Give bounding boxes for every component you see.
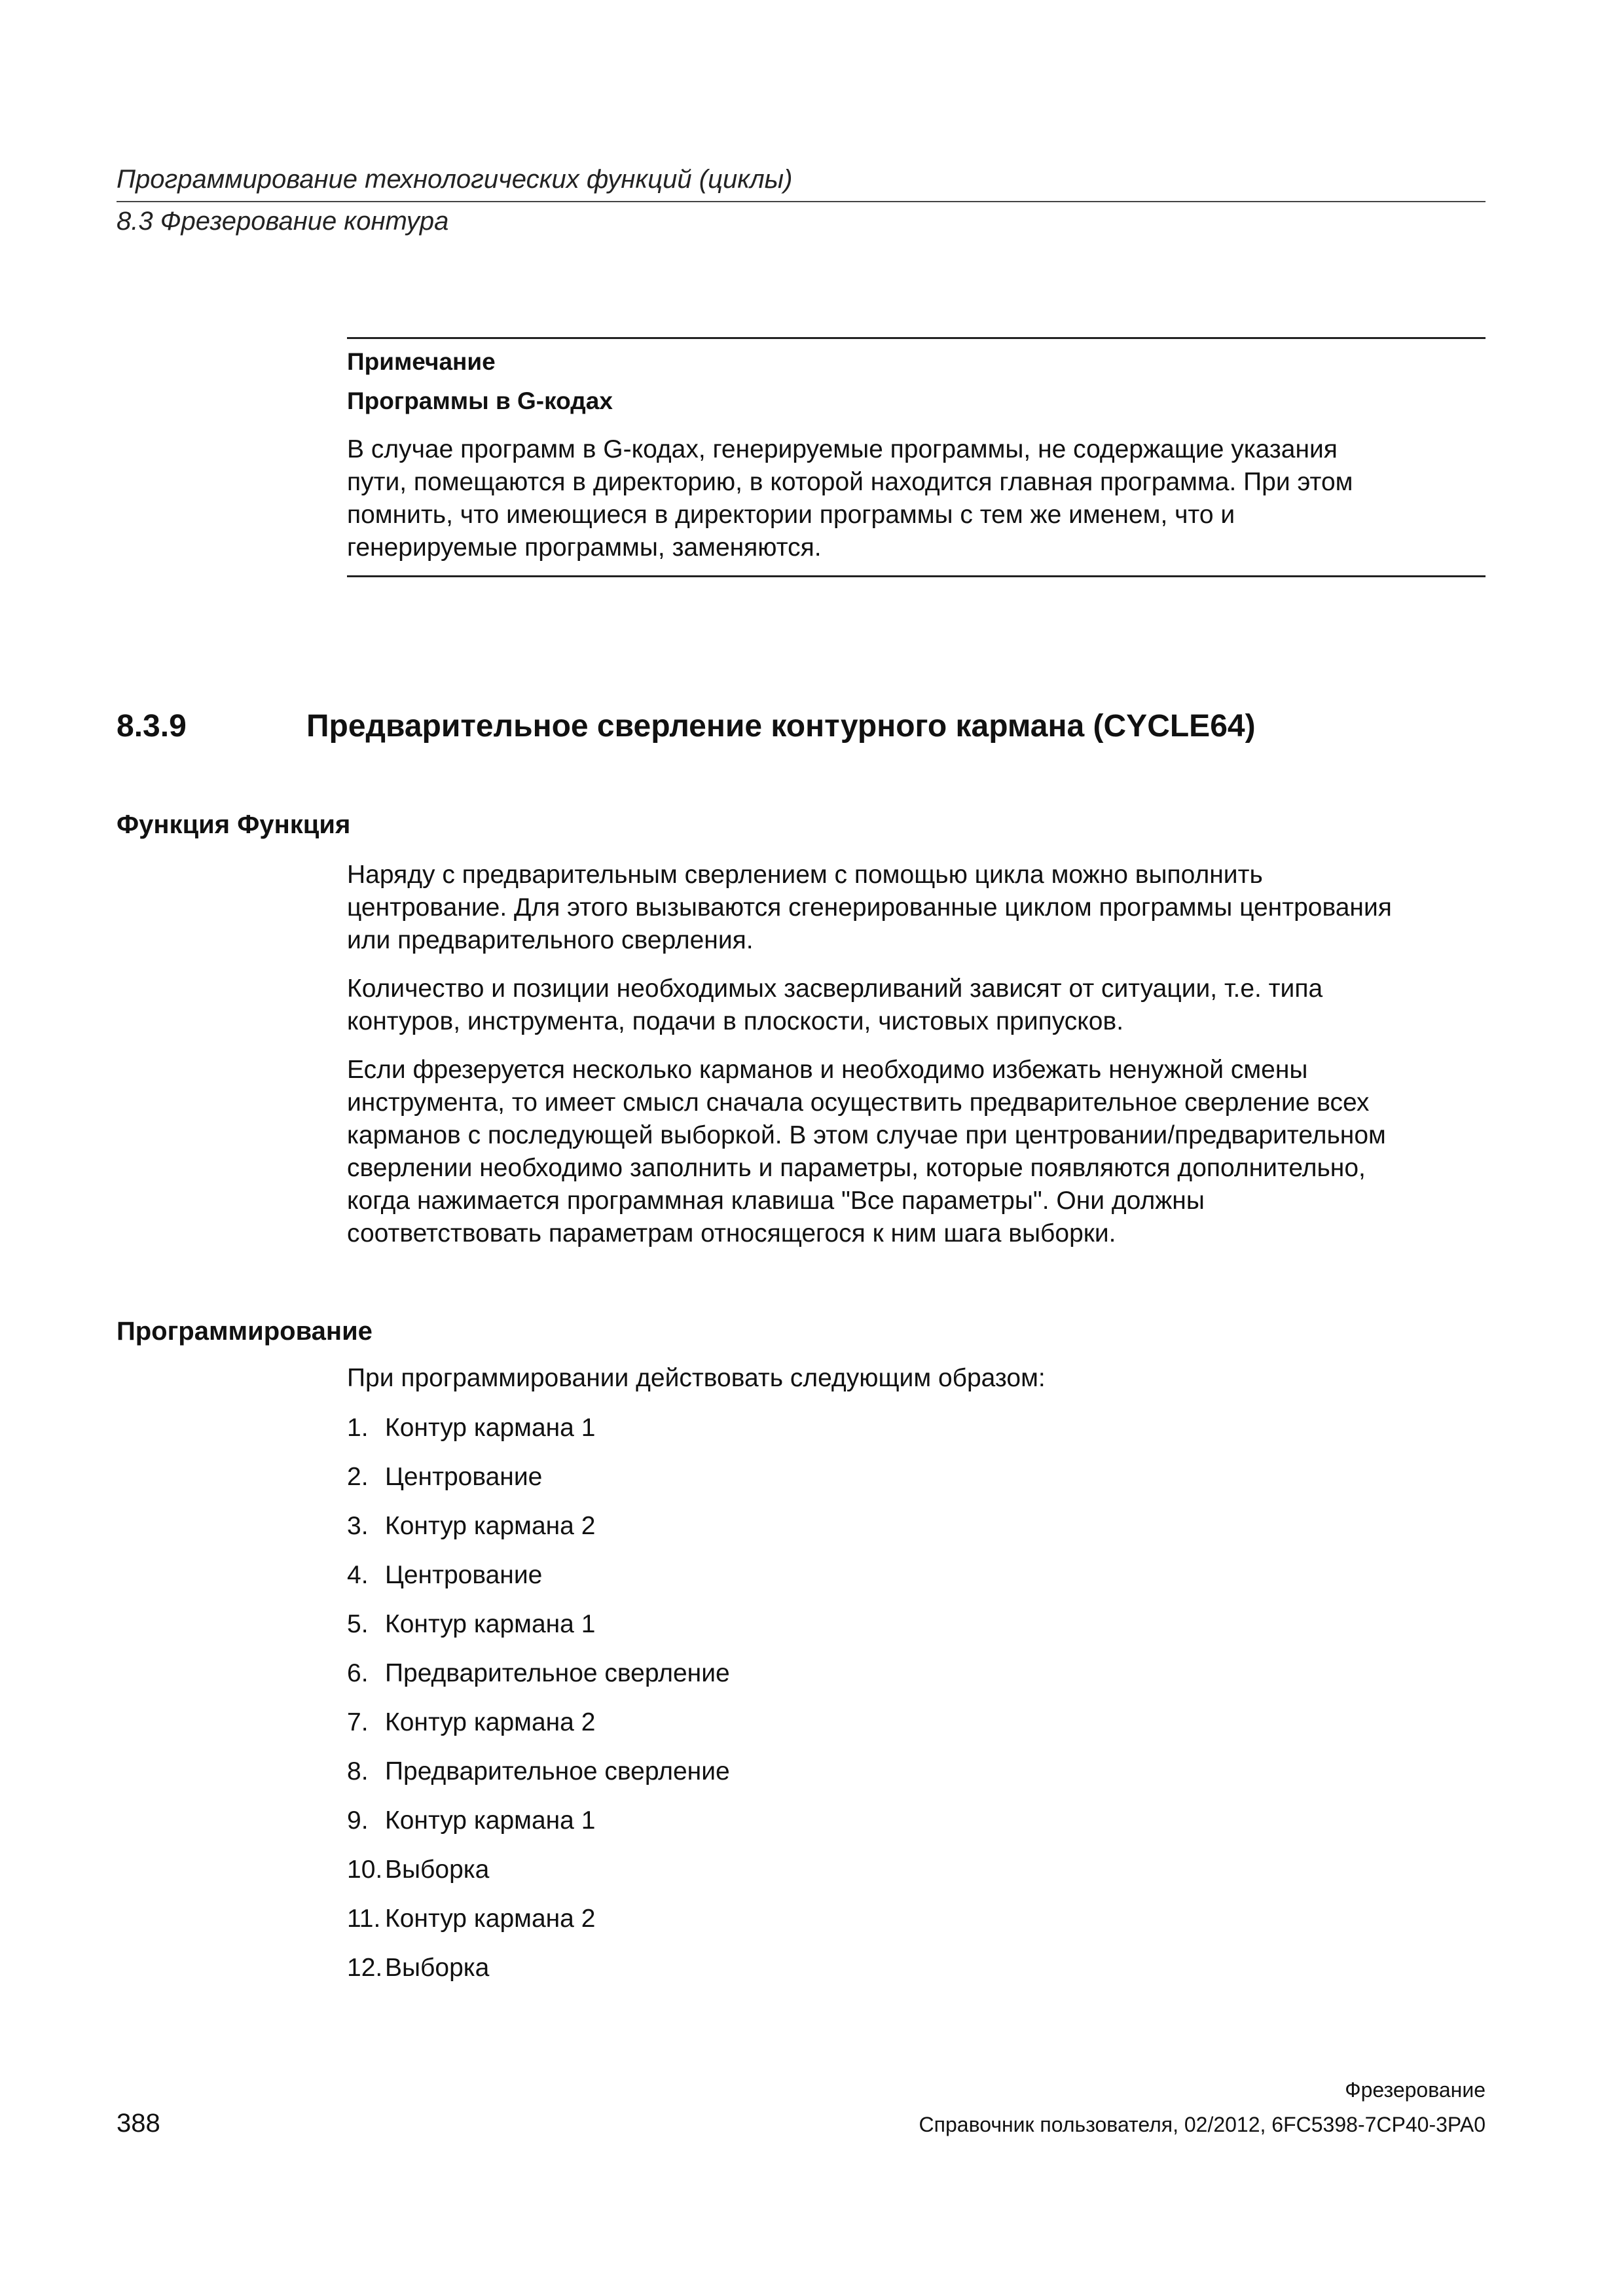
programming-intro: При программировании действовать следующим образом: [347, 1364, 1046, 1392]
note-line: В случае программ в G-кодах, генерируемые программы, не содержащие указания [347, 435, 1338, 463]
function-paragraph-2 [347, 973, 1486, 1038]
footer-reference: Справочник пользователя, 02/2012, 6FC5398-7CP40-3PA0 [919, 2113, 1486, 2136]
note-line: генерируемые программы, заменяются. [347, 533, 822, 562]
step-number: 12. [347, 1954, 383, 1982]
paragraph-line: Наряду с предварительным сверлением с помощью цикла можно выполнить [347, 861, 1263, 889]
paragraph-line: Количество и позиции необходимых засверливаний зависят от ситуации, т.е. типа [347, 975, 1323, 1003]
running-header-section: 8.3 Фрезерование контура [117, 207, 449, 236]
list-item [347, 1757, 730, 1806]
step-text: Контур кармана 2 [385, 1905, 596, 1933]
step-number: 10. [347, 1856, 383, 1884]
paragraph-line: соответствовать параметрам относящегося к ним шага выборки. [347, 1219, 1116, 1247]
paragraph-line: Если фрезеруется несколько карманов и необходимо избежать ненужной смены [347, 1056, 1308, 1084]
programming-steps-list [347, 1414, 730, 2003]
step-text: Контур кармана 2 [385, 1512, 596, 1540]
step-text: Контур кармана 1 [385, 1414, 596, 1442]
step-number: 1. [347, 1414, 369, 1442]
section-title: Предварительное сверление контурного кармана (CYCLE64) [306, 709, 1256, 744]
paragraph-line: центрование. Для этого вызываются сгенерированные циклом программы центрования [347, 893, 1392, 922]
function-heading: Функция Функция [117, 810, 351, 839]
step-number: 9. [347, 1806, 369, 1835]
list-item [347, 1610, 730, 1659]
step-text: Выборка [385, 1856, 490, 1884]
function-paragraph-1 [347, 859, 1486, 957]
step-number: 11. [347, 1905, 381, 1933]
note-label: Примечание [347, 348, 496, 375]
step-number: 8. [347, 1757, 369, 1785]
list-item [347, 1414, 730, 1463]
step-text: Контур кармана 2 [385, 1708, 596, 1736]
step-text: Выборка [385, 1954, 490, 1982]
list-item [347, 1905, 730, 1954]
step-text: Предварительное сверление [385, 1757, 730, 1785]
paragraph-line: инструмента, то имеет смысл сначала осуществить предварительное сверление всех [347, 1088, 1370, 1117]
step-number: 2. [347, 1463, 369, 1491]
note-bottom-rule [347, 575, 1486, 577]
note-title: Программы в G-кодах [347, 387, 613, 414]
function-paragraph-3 [347, 1054, 1486, 1250]
paragraph-line: когда нажимается программная клавиша "Все параметры". Они должны [347, 1187, 1205, 1215]
section-number: 8.3.9 [117, 709, 187, 744]
running-header-chapter: Программирование технологических функций (циклы) [117, 165, 793, 194]
list-item [347, 1856, 730, 1905]
footer-chapter: Фрезерование [1345, 2078, 1486, 2102]
note-body [347, 433, 1486, 564]
step-number: 4. [347, 1561, 369, 1589]
step-text: Центрование [385, 1463, 543, 1491]
list-item [347, 1659, 730, 1708]
paragraph-line: или предварительного сверления. [347, 926, 754, 954]
list-item [347, 1463, 730, 1512]
list-item [347, 1512, 730, 1561]
list-item [347, 1954, 730, 2003]
header-divider [117, 201, 1486, 202]
step-number: 3. [347, 1512, 369, 1540]
step-text: Контур кармана 1 [385, 1806, 596, 1835]
step-number: 6. [347, 1659, 369, 1687]
paragraph-line: карманов с последующей выборкой. В этом случае при центровании/предварительном [347, 1121, 1386, 1149]
step-text: Центрование [385, 1561, 543, 1589]
note-line: помнить, что имеющиеся в директории программы с тем же именем, что и [347, 501, 1235, 529]
list-item [347, 1806, 730, 1856]
note-line: пути, помещаются в директорию, в которой находится главная программа. При этом [347, 468, 1353, 496]
step-text: Предварительное сверление [385, 1659, 730, 1687]
list-item [347, 1561, 730, 1610]
step-number: 5. [347, 1610, 369, 1638]
step-number: 7. [347, 1708, 369, 1736]
list-item [347, 1708, 730, 1757]
note-top-rule [347, 337, 1486, 339]
page-number: 388 [117, 2109, 160, 2138]
programming-heading: Программирование [117, 1317, 373, 1346]
step-text: Контур кармана 1 [385, 1610, 596, 1638]
paragraph-line: контуров, инструмента, подачи в плоскости, чистовых припусков. [347, 1007, 1124, 1035]
paragraph-line: сверлении необходимо заполнить и параметры, которые появляются дополнительно, [347, 1154, 1366, 1182]
